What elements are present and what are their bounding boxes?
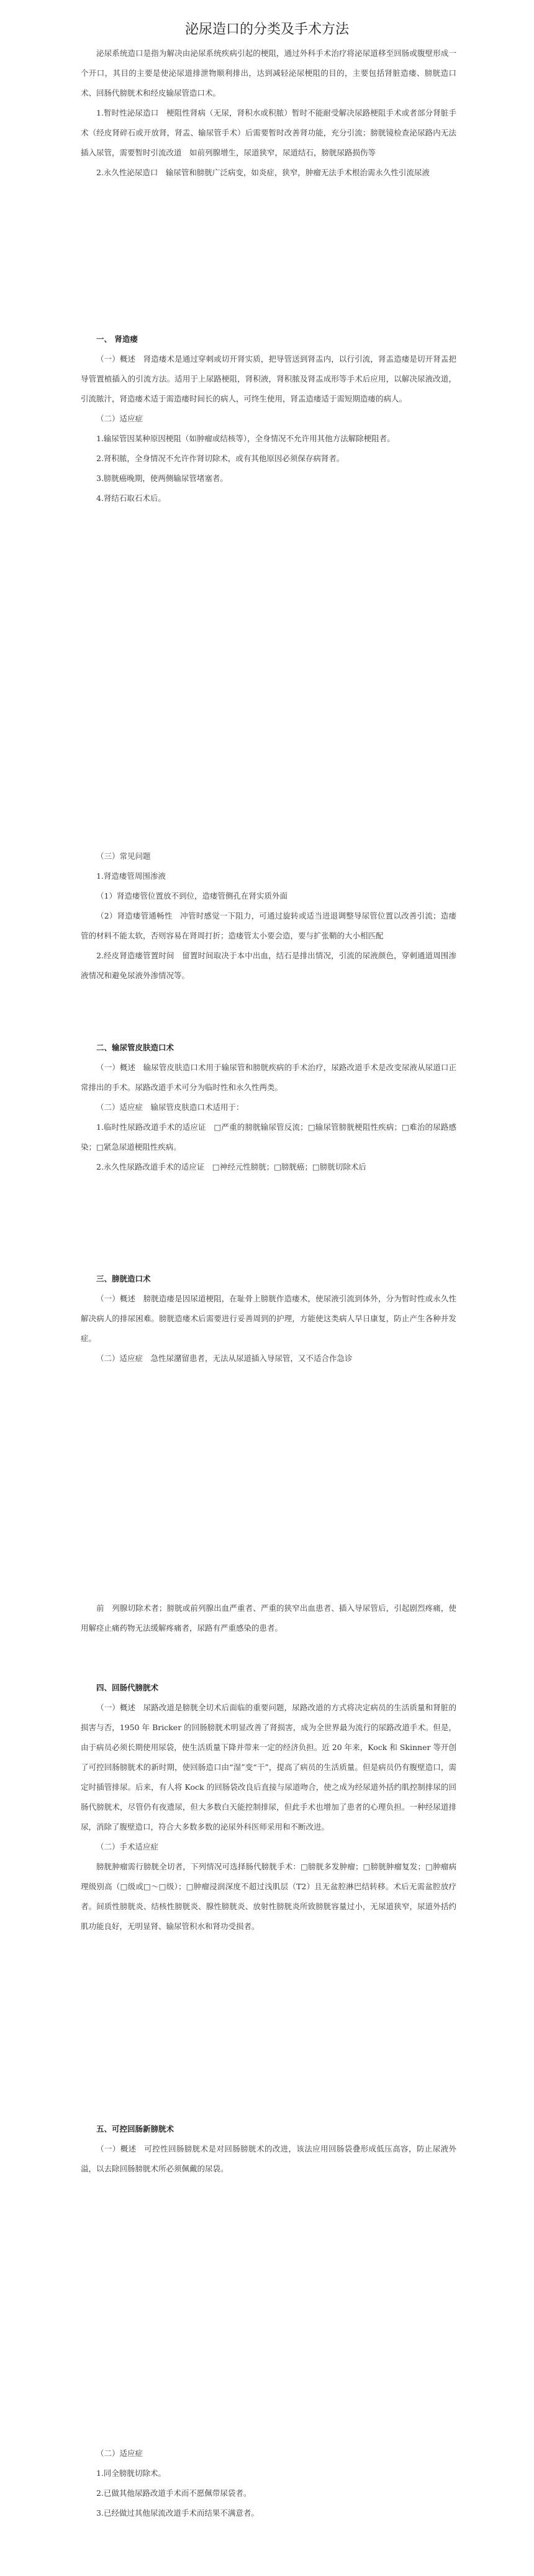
section-heading: 五、可控回肠新膀胱术 [96,2124,174,2134]
subsection-heading: （二）适应症 急性尿潴留患者，无法从尿道插入导尿管，又不适合作急诊 [96,1354,353,1363]
subsection-heading: （二）适应症 输尿管皮肤造口术适用于： [96,1102,244,1112]
section-ureterostomy [81,1038,456,1177]
section-cystostomy [81,1269,456,1368]
section-continent-neobladder [81,2119,456,2179]
list-item: 2.已做其他尿路改道手术而不愿佩带尿袋者。 [96,2488,251,2498]
list-item: 3.膀胱癌晚期，使两侧输尿管堵塞者。 [96,474,228,483]
list-item: 2.经皮肾造瘘管置时间 留置时间取决于本中出血，结石是排出情况，引流的尿液颜色，穿刺通道周围渗液情况和避免尿液外渗情况等。 [81,951,456,980]
list-item: 2.永久性尿路改道手术的适应证 □神经元性膀胱；□膀胱癌；□膀胱切除术后 [96,1162,366,1171]
intro-item: 2.永久性泌尿造口 输尿管和膀胱广泛病变，如炎症，狭窄，肿瘤无法手术根治需永久性引流尿液 [96,168,430,177]
list-item: （1）肾造瘘管位置放不到位，造瘘管侧孔在肾实质外面 [96,891,287,901]
list-item: 1.输尿管因某种原因梗阻（如肿瘤或结核等），全身情况不允许用其他方法解除梗阻者。 [96,434,395,443]
intro-paragraph: 泌尿系统造口是指为解决由泌尿系统疾病引起的梗阻，通过外科手术治疗将泌尿道移至回肠或腹壁形成一个开口，其目的主要是使泌尿道排泄物顺利排出，达到减轻泌尿梗阻的目的，主要包括肾脏造瘘、膀胱造口术、回肠代膀胱术和经皮输尿管造口术。 [81,48,456,98]
list-item: 2.肾积脓，全身情况不允许作肾切除术，或有其他原因必须保存病肾者。 [96,454,345,463]
overview-paragraph: （一）概述 尿路改道是膀胱全切术后面临的重要问题，尿路改道的方式将决定病员的生活质量和肾脏的损害与否，1950 年 Bricker 的回肠膀胱术明显改善了肾损害，成为全世界最为流行的尿路改道手术。但是，由于病员必须长期使用尿袋，使生活质量下降并带来一定的经济负担。近 20 年来，Kock 和 Skinner 等开创了可控回肠膀胱术的新时期，使回肠造口由“湿”变“干”，提高了病员的生活质量。但是病员仍有腹壁造口，需定时插管排尿。后来，有人将 Kock 的回肠袋改良后直接与尿道吻合，使之成为经尿道外括约肌控制排尿的回肠代膀胱术，尽管仍有夜遗尿，但大多数白天能控制排尿，但此手术也增加了患者的心理负担。一种经尿道排尿，消除了腹壁造口，符合大多数多数的泌尿外科医师采用和不断改进。 [81,1703,456,1831]
list-item: 1.肾造瘘管周围渗液 [96,871,166,881]
overview-paragraph: （一）概述 可控性回肠膀胱术是对回肠膀胱术的改进，该法应用回肠袋叠形成低压高容，防止尿液外溢，以去除回肠膀胱术所必须佩戴的尿袋。 [81,2144,456,2173]
list-item: 3.已经做过其他尿流改道手术而结果不满意者。 [96,2508,259,2518]
subsection-heading: （二）适应症 [96,2449,143,2458]
list-item: 1.临时性尿路改道手术的适应证 □严重的膀胱输尿管反流；□输尿管膀胱梗阻性疾病；□难治的尿路感染；□紧急尿道梗阻性疾病。 [81,1122,456,1152]
list-item: 4.肾结石取石术后。 [96,493,166,503]
indications-paragraph: 膀胱肿瘤需行膀胱全切者，下列情况可选择肠代膀胱手术：□膀胱多发肿瘤；□膀胱肿瘤复发；□肿瘤病理级别高（□级或□～□级）；□肿瘤浸润深度不超过浅肌层（T2）且无盆腔淋巴结转移。术后无需盆腔放疗者。间质性膀胱炎、结核性膀胱炎、腺性膀胱炎、放射性膀胱炎所致膀胱容量过小，无尿道狭窄，尿道外括约肌功能良好，无明显肾、输尿管积水和肾功受损者。 [81,1862,456,1931]
section-nephrostomy-problems [81,846,456,986]
subsection-heading: （二）适应症 [96,414,143,423]
section-ileal-conduit [81,1678,456,1937]
overview-paragraph: （一）概述 肾造瘘术是通过穿刺或切开肾实质，把导管送到肾盂内，以行引流，肾盂造瘘是切开肾盂把导管置植插入的引流方法。适用于上尿路梗阻，肾积液，肾积脓及肾盂成形等手术后应用，以解决尿液改道，引流脓汁，肾造瘘术适于需造瘘时间长的病人，可终生使用，肾盂造瘘适于需短期造瘘的病人。 [81,354,456,403]
section-heading: 三、膀胱造口术 [96,1274,151,1283]
overview-paragraph: （一）概述 输尿管皮肤造口术用于输尿管和膀胱疾病的手术治疗，尿路改道手术是改变尿液从尿道口正常排出的手术。尿路改道手术可分为临时性和永久性两类。 [81,1063,456,1092]
subsection-heading: （三）常见问题 [96,851,151,861]
page-title: 泌尿造口的分类及手术方法 [184,22,349,37]
intro-item: 1.暂时性泌尿造口 梗阻性肾病（无尿，肾积水或积脓）暂时不能耐受解决尿路梗阻手术或者部分肾脏手术（经皮肾碎石或开放肾，肾盂、输尿管手术）后需要暂时改善肾功能，充分引流；膀胱镜检查泌尿路内无法插入尿管，需要暂时引流改道 如前列腺增生，尿道狭窄，尿道结石，膀胱尿路损伤等 [81,108,456,157]
section-cystostomy-cont [81,1598,456,1638]
overview-paragraph: （一）概述 膀胱造瘘是因尿道梗阻，在耻骨上膀胱作造瘘术，使尿液引流到体外，分为暂时性或永久性解决病人的排尿困难。膀胱造瘘术后需要进行妥善周到的护理，方能使这类病人早日康复，防止产生各种并发症。 [81,1294,456,1343]
section-nephrostomy [81,329,456,508]
section-heading: 四、回肠代膀胱术 [96,1683,159,1692]
section-heading: 一、 肾造瘘 [96,334,138,344]
subsection-heading: （二）手术适应症 [96,1842,159,1851]
section-heading: 二、输尿管皮肤造口术 [96,1043,174,1052]
list-item: （2）肾造瘘管通畅性 冲管时感觉一下阻力，可通过旋转或适当进退调整导尿管位置以改善引流；造瘘管的材料不能太软，否则容易在肾周打折；造瘘管太小要会造，要与扩张鞘的大小相匹配 [81,911,456,940]
section-continent-neobladder-indications [81,2444,456,2523]
intro-section [81,44,456,183]
continued-paragraph: 前 列腺切除术者；膀胱或前列腺出血严重者、严重的狭窄出血患者、插入导尿管后，引起剧烈疼痛，使用解痉止痛药物无法缓解疼痛者，尿路有严重感染的患者。 [81,1603,456,1633]
list-item: 1.同全膀胱切除术。 [96,2468,166,2478]
